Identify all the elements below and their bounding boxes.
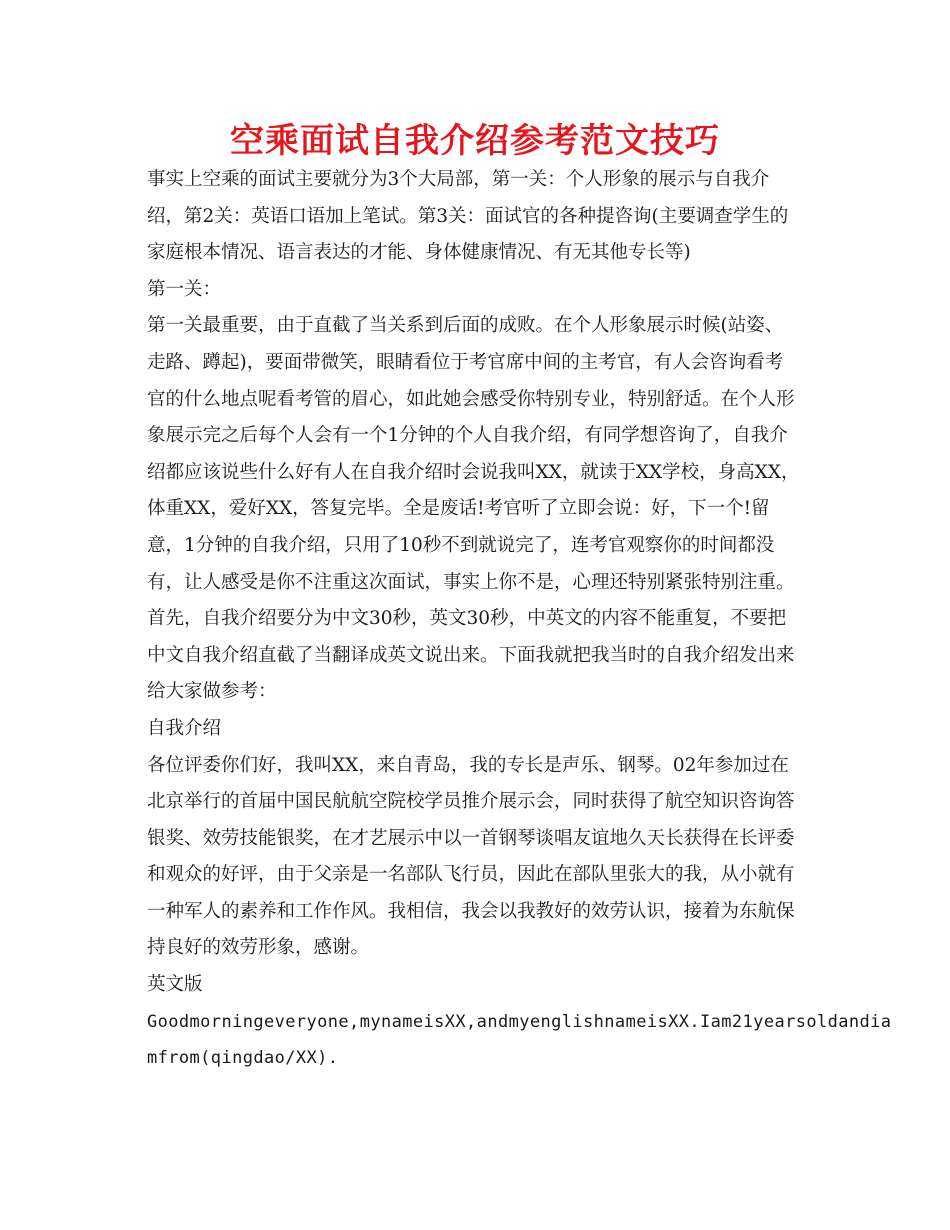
text-line: 各位评委你们好，我叫XX，来自青岛，我的专长是声乐、钢琴。02年参加过在: [147, 754, 789, 776]
text-line: 一种军人的素养和工作作风。我相信，我会以我教好的效劳认识，接着为东航保: [147, 900, 795, 922]
text-line: 和观众的好评，由于父亲是一名部队飞行员，因此在部队里张大的我，从小就有: [147, 864, 795, 886]
text-line: 家庭根本情况、语言表达的才能、身体健康情况、有无其他专长等): [147, 242, 691, 264]
text-line: 中文自我介绍直截了当翻译成英文说出来。下面我就把我当时的自我介绍发出来: [147, 644, 795, 666]
text-line: 第一关最重要，由于直截了当关系到后面的成败。在个人形象展示时候(站姿、: [147, 315, 784, 337]
section-heading-self-intro: 自我介绍: [147, 717, 222, 739]
text-line: 意，1分钟的自我介绍，只用了10秒不到就说完了，连考官观察你的时间都没: [147, 534, 775, 556]
text-line: 北京举行的首届中国民航航空院校学员推介展示会，同时获得了航空知识咨询答: [147, 791, 795, 813]
english-text-line: mfrom(qingdao/XX).: [147, 1048, 339, 1069]
text-line: 事实上空乘的面试主要就分为3个大局部，第一关：个人形象的展示与自我介: [147, 169, 770, 190]
text-line: 体重XX，爱好XX，答复完毕。全是废话!考官听了立即会说：好，下一个!留: [147, 498, 770, 520]
text-line: 绍，第2关：英语口语加上笔试。第3关：面试官的各种提咨询(主要调查学生的: [147, 205, 789, 227]
document-body: [147, 162, 892, 1077]
text-line: 首先，自我介绍要分为中文30秒，英文30秒，中英文的内容不能重复，不要把: [147, 608, 787, 630]
text-line: 银奖、效劳技能银奖，在才艺展示中以一首钢琴谈唱友谊地久天长获得在长评委: [147, 827, 795, 849]
text-line: 给大家做参考：: [147, 681, 277, 703]
text-line: 象展示完之后每个人会有一个1分钟的个人自我介绍，有同学想咨询了，自我介: [147, 425, 788, 447]
section-heading-first-round: 第一关：: [147, 278, 222, 300]
text-line: 走路、蹲起)，要面带微笑，眼睛看位于考官席中间的主考官，有人会咨询看考: [147, 351, 784, 373]
text-line: 持良好的效劳形象，感谢。: [147, 937, 370, 959]
text-line: 有，让人感受是你不注重这次面试，事实上你不是，心理还特别紧张特别注重。: [147, 571, 795, 593]
english-text-line: Goodmorningeveryone,mynameisXX,andmyenglishnameisXX.Iam21yearsoldandia: [147, 1011, 892, 1032]
document-title: 空乘面试自我介绍参考范文技巧: [230, 121, 720, 161]
text-line: 绍都应该说些什么好有人在自我介绍时会说我叫XX，就读于XX学校，身高XX，: [147, 461, 800, 483]
text-line: 官的什么地点呢看考管的眉心，如此她会感受你特别专业，特别舒适。在个人形: [147, 388, 795, 410]
section-heading-english: 英文版: [147, 974, 203, 996]
